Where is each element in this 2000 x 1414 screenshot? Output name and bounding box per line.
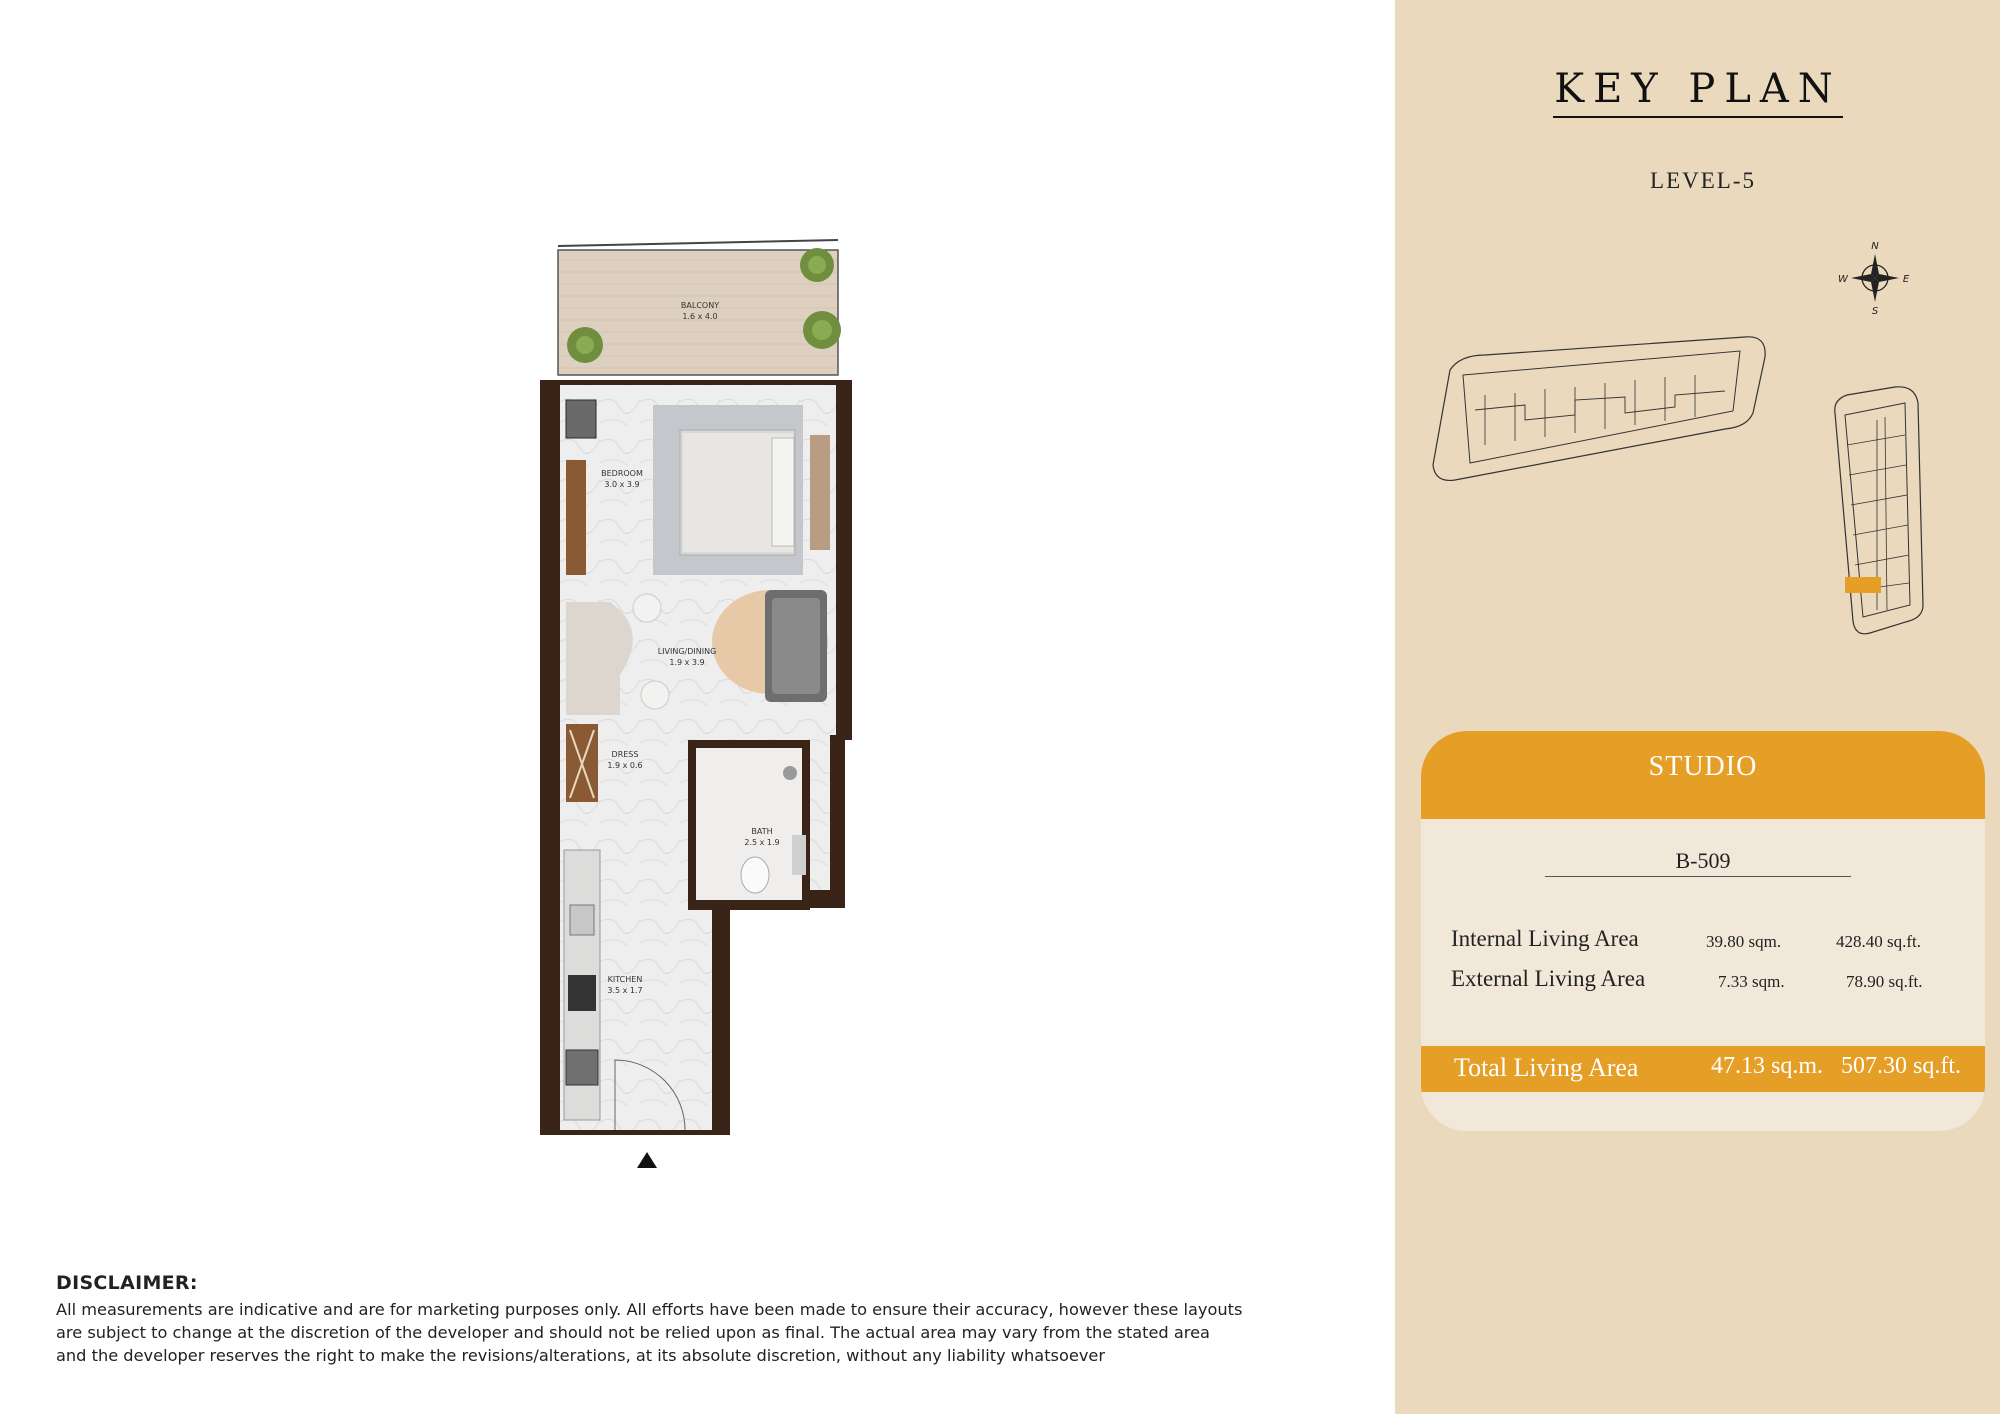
room-label-kitchen: KITCHEN <box>607 975 643 984</box>
key-plan-map <box>1415 325 1995 705</box>
external-sqm-value: 7.33 <box>1718 972 1748 991</box>
disclaimer-title: DISCLAIMER: <box>56 1272 198 1294</box>
unit-type: STUDIO <box>1648 751 1758 782</box>
external-area-label: External Living Area <box>1451 966 1646 991</box>
internal-sqft-unit: sq.ft. <box>1887 932 1921 951</box>
room-size-bedroom: 3.0 x 3.9 <box>604 480 640 489</box>
unit-card-header <box>1421 731 1985 819</box>
fridge-icon <box>566 1050 598 1085</box>
internal-area-sqm <box>1706 932 1781 952</box>
total-area-row <box>1421 1046 1985 1092</box>
compass-north: N <box>1871 241 1879 252</box>
internal-sqm-unit: sqm. <box>1748 932 1782 951</box>
toilet-icon <box>741 857 769 893</box>
external-sqm-unit: sqm. <box>1752 972 1785 991</box>
key-plan-title: KEY PLAN <box>1554 66 1842 112</box>
info-panel <box>1395 0 2000 1414</box>
cooktop-icon <box>568 975 596 1011</box>
unit-divider <box>1545 876 1851 877</box>
room-size-balcony: 1.6 x 4.0 <box>682 312 718 321</box>
internal-area-row <box>1421 926 1985 960</box>
room-label-living: LIVING/DINING <box>657 647 717 656</box>
disclaimer-line: are subject to change at the discretion of the developer and should not be relied upon as final. The actual area may vary from the stated area <box>56 1323 1210 1342</box>
compass-east: E <box>1902 274 1910 285</box>
unit-number: B-509 <box>1675 848 1731 873</box>
entry-arrow-icon <box>637 1152 657 1168</box>
kitchen-sink-icon <box>570 905 594 935</box>
internal-sqft-value: 428.40 <box>1836 932 1883 951</box>
disclaimer-line: All measurements are indicative and are for marketing purposes only. All efforts have been made to ensure their accuracy, however these layouts <box>56 1300 1243 1319</box>
balcony <box>558 240 841 375</box>
room-size-bath: 2.5 x 1.9 <box>744 838 780 847</box>
unit-card <box>1421 731 1985 1131</box>
external-sqft-value: 78.90 <box>1846 972 1885 991</box>
cabinet <box>566 400 596 438</box>
compass-west: W <box>1838 274 1848 285</box>
floor-plan <box>520 230 880 1180</box>
bath <box>688 740 810 910</box>
compass-icon <box>1830 236 1910 316</box>
external-area-row <box>1421 966 1985 1000</box>
disclaimer-line: and the developer reserves the right to make the revisions/alterations, at its absolute discretion, without any liability whatsoever <box>56 1346 1106 1365</box>
disclaimer-text <box>56 1298 1356 1367</box>
external-area-sqft <box>1846 972 1923 992</box>
level-label: LEVEL-5 <box>1650 168 1756 193</box>
wardrobe <box>566 460 586 575</box>
external-sqft-unit: sq.ft. <box>1888 972 1923 991</box>
room-label-bath: BATH <box>751 827 773 836</box>
internal-area-label: Internal Living Area <box>1451 926 1639 951</box>
internal-area-sqft <box>1836 932 1921 952</box>
external-area-sqm <box>1718 972 1785 992</box>
room-label-bedroom: BEDROOM <box>601 469 643 478</box>
total-area-sqft: 507.30 sq.ft. <box>1841 1053 1961 1079</box>
compass-south: S <box>1871 306 1879 316</box>
room-size-living: 1.9 x 3.9 <box>669 658 705 667</box>
room-size-kitchen: 3.5 x 1.7 <box>607 986 643 995</box>
room-size-dress: 1.9 x 0.6 <box>607 761 643 770</box>
disclaimer <box>56 1272 1356 1367</box>
room-label-balcony: BALCONY <box>680 301 720 310</box>
sink-icon <box>792 835 806 875</box>
internal-sqm-value: 39.80 <box>1706 932 1745 951</box>
shower-drain-icon <box>783 766 797 780</box>
total-area-sqm: 47.13 sq.m. <box>1711 1053 1824 1079</box>
room-label-dress: DRESS <box>611 750 639 759</box>
total-area-label: Total Living Area <box>1454 1053 1639 1082</box>
key-plan-underline <box>1553 116 1843 118</box>
unit-highlight <box>1845 577 1881 593</box>
